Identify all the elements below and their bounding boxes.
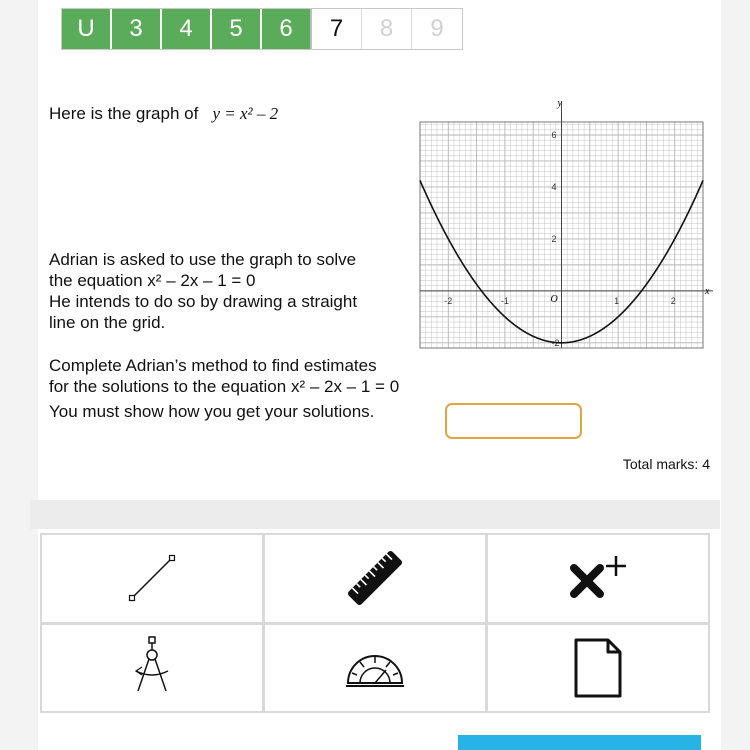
tool-grid	[40, 533, 710, 713]
question-tabs	[61, 8, 463, 50]
intro-equation: y = x² – 2	[212, 104, 279, 123]
tab-u[interactable]: U	[62, 9, 112, 49]
intro-text: Here is the graph of	[49, 104, 199, 123]
x-axis-label: x	[705, 285, 710, 297]
paragraph-line: Adrian is asked to use the graph to solve	[49, 250, 357, 269]
tab-4[interactable]: 4	[162, 9, 212, 49]
paragraph-line: line on the grid.	[49, 313, 166, 332]
protractor-icon	[340, 643, 410, 693]
tab-3[interactable]: 3	[112, 9, 162, 49]
cross-plus-icon	[558, 548, 638, 608]
paragraph-line: for the solutions to the equation x² – 2x – 1 = 0	[49, 377, 400, 396]
answer-input-box[interactable]	[445, 403, 582, 439]
tab-5[interactable]: 5	[212, 9, 262, 49]
quadratic-graph[interactable]	[410, 95, 720, 360]
compass-icon	[122, 633, 182, 703]
line-segment-tool[interactable]	[42, 535, 262, 622]
y-tick-label: 4	[551, 181, 557, 192]
protractor-tool[interactable]	[265, 625, 485, 712]
question-paragraph-1	[49, 249, 357, 333]
y-tick-label: 6	[551, 129, 557, 140]
paragraph-line: the equation x² – 2x – 1 = 0	[49, 271, 256, 290]
question-intro	[49, 103, 278, 124]
ruler-icon	[340, 543, 410, 613]
tab-8[interactable]: 8	[362, 9, 412, 49]
x-tick-label: 2	[670, 295, 676, 306]
y-tick-label: 2	[551, 233, 557, 244]
paragraph-line: Complete Adrian’s method to find estimates	[49, 356, 377, 375]
line-segment-icon	[122, 548, 182, 608]
compass-tool[interactable]	[42, 625, 262, 712]
tab-7[interactable]: 7	[312, 9, 362, 49]
origin-label: O	[550, 293, 558, 305]
tab-6[interactable]: 6	[262, 9, 312, 49]
x-tick-label: -2	[444, 295, 453, 306]
paragraph-line: You must show how you get your solutions.	[49, 402, 375, 421]
add-cross-tool[interactable]	[488, 535, 708, 622]
paragraph-line: He intends to do so by drawing a straight	[49, 292, 358, 311]
submit-button[interactable]	[458, 735, 701, 750]
question-paragraph-2	[49, 355, 399, 422]
y-tick-label: -2	[551, 337, 560, 348]
total-marks: Total marks: 4	[622, 456, 710, 472]
x-tick-label: -1	[500, 295, 509, 306]
ruler-tool[interactable]	[265, 535, 485, 622]
blank-page-tool[interactable]	[488, 625, 708, 712]
tab-9[interactable]: 9	[412, 9, 462, 49]
toolbar-strip	[30, 500, 720, 529]
page-icon	[568, 636, 628, 700]
y-axis-label: y	[557, 98, 562, 109]
x-tick-label: 1	[614, 295, 620, 306]
